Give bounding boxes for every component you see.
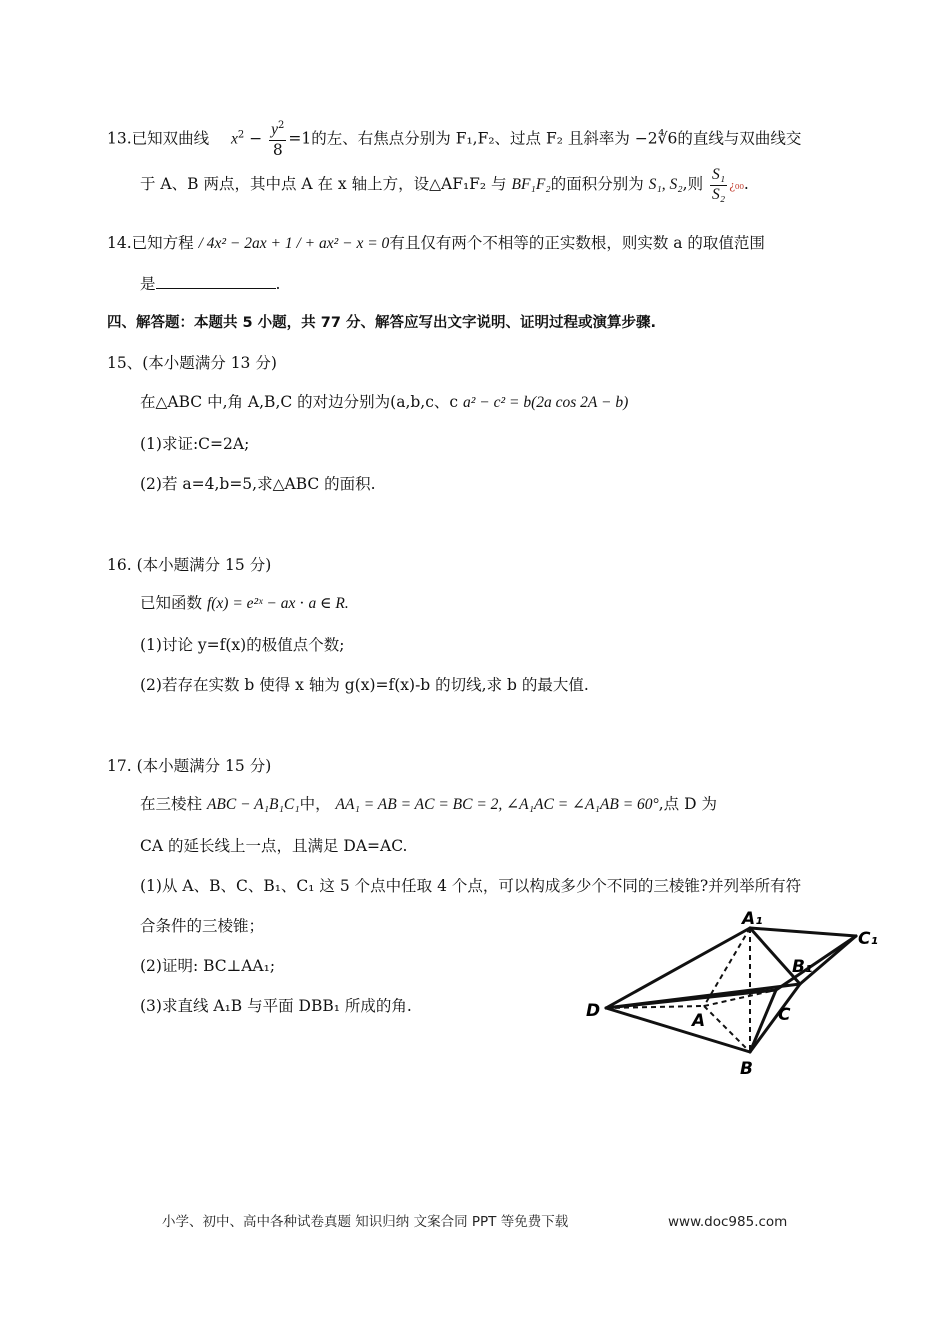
label-C1: C₁ bbox=[858, 929, 878, 949]
q14-line2-end: . bbox=[275, 275, 281, 293]
q17-stem-a: 在三棱柱 bbox=[140, 795, 207, 813]
q17-part1: (1)从 A、B、C、B₁、C₁ 这 5 个点中任取 4 个点，可以构成多少个不同的三棱锥?并列举所有符 bbox=[140, 877, 802, 895]
q13-tail: ¿₀₀ bbox=[729, 179, 744, 193]
q13-slope: −2∜6 bbox=[634, 129, 678, 148]
q17-label: 17. (本小题满分 15 分) bbox=[107, 757, 272, 775]
q13-text1: 的左、右焦点分别为 F₁,F₂、过点 F₂ 且斜率为 bbox=[311, 129, 635, 148]
q13-ratio-frac: $\frac{\text{S₁}}{\text{S₂}}$ bbox=[712, 166, 726, 203]
label-A1: A₁ bbox=[742, 910, 763, 929]
q15-stem-text: 在△ABC 中,角 A,B,C 的对边分别为(a,b,c、c bbox=[140, 393, 464, 411]
q13-line2b: 的面积分别为 bbox=[550, 175, 649, 194]
q17-part2: (2)证明: BC⊥AA₁; bbox=[140, 957, 276, 975]
section-heading: 四、解答题：本题共 5 小题，共 77 分、解答应写出文字说明、证明过程或演算步骤. bbox=[107, 315, 656, 331]
q16-stem bbox=[140, 594, 349, 614]
q16-stem-text: 已知函数 bbox=[140, 594, 207, 612]
q13-end: . bbox=[743, 175, 749, 194]
q13-eq-frac: $\frac{y^2}{8}$ bbox=[271, 120, 285, 159]
q13-eq-minus: − bbox=[244, 129, 268, 148]
label-A: A bbox=[692, 1011, 706, 1031]
q17-part1b: 合条件的三棱锥； bbox=[140, 917, 265, 935]
footer-link[interactable]: www.doc985.com bbox=[668, 1214, 788, 1230]
q13-line1: 13.已知双曲线 $x^2$ − $\frac{y^2}{8}$ =1的左、右焦点分别为 F₁,F₂、过点 F₂ 且斜率为 −2∜6的直线与双曲线交 bbox=[107, 120, 802, 159]
q13-s12: S₁, S₂ bbox=[648, 176, 683, 194]
q13-bff: BF₁F₂ bbox=[511, 176, 551, 194]
q13-line2 bbox=[140, 166, 749, 204]
q17-cond: AA₁ = AB = AC = BC = 2, ∠A₁AC = ∠A₁AB = 60° bbox=[335, 796, 659, 813]
q17-stem-b: 中， bbox=[299, 795, 336, 813]
q16-part2: (2)若存在实数 b 使得 x 轴为 g(x)=f(x)-b 的切线,求 b 的最大值. bbox=[140, 676, 589, 694]
label-D: D bbox=[586, 1001, 601, 1021]
q17-line2: CA 的延长线上一点，且满足 DA=AC. bbox=[140, 837, 408, 855]
label-B1: B₁ bbox=[792, 957, 813, 977]
q14-label: 14.已知方程 bbox=[107, 234, 199, 252]
q15-part1: (1)求证:C=2A; bbox=[140, 435, 250, 453]
q17-stem-c: ,点 D 为 bbox=[658, 795, 717, 813]
q13-text2: 的直线与双曲线交 bbox=[677, 129, 802, 148]
q17-prism: ABC − A₁B₁C₁ bbox=[206, 796, 300, 813]
q15-stem bbox=[140, 393, 628, 413]
q16-part1: (1)讨论 y=f(x)的极值点个数; bbox=[140, 636, 345, 654]
q16-label: 16. (本小题满分 15 分) bbox=[107, 556, 272, 574]
prism-figure bbox=[580, 910, 890, 1080]
q13-eq-rest: =1 bbox=[288, 129, 312, 148]
q13-eq-x: x bbox=[231, 130, 238, 148]
label-B: B bbox=[740, 1059, 753, 1079]
q14-line2-label: 是 bbox=[140, 275, 156, 293]
q15-stem-eq: a² − c² = b(2a cos 2A − b) bbox=[463, 394, 629, 411]
label-C: C bbox=[778, 1005, 791, 1025]
q17-stem bbox=[140, 795, 717, 815]
q17-part3: (3)求直线 A₁B 与平面 DBB₁ 所成的角. bbox=[140, 997, 412, 1015]
q14-answer-blank[interactable] bbox=[156, 274, 276, 289]
q16-stem-eq: f(x) = e²ˣ − ax ⋅ a ∈ R. bbox=[206, 595, 349, 612]
q13-label: 13.已知双曲线 bbox=[107, 129, 210, 148]
q13-line2a: 于 A、B 两点，其中点 A 在 x 轴上方，设△AF₁F₂ 与 bbox=[140, 175, 512, 194]
footer-text: 小学、初中、高中各种试卷真题 知识归纳 文案合同 PPT 等免费下载 bbox=[162, 1214, 569, 1230]
q14-line1 bbox=[107, 234, 765, 254]
q13-line2c: ,则 bbox=[682, 175, 709, 194]
q14-eq: / 4x² − 2ax + 1 / + ax² − x = 0 bbox=[198, 235, 390, 252]
q15-label: 15、(本小题满分 13 分) bbox=[107, 354, 277, 372]
q14-line2 bbox=[140, 274, 280, 294]
q15-part2: (2)若 a=4,b=5,求△ABC 的面积. bbox=[140, 475, 376, 493]
q14-text: 有且仅有两个不相等的正实数根，则实数 a 的取值范围 bbox=[389, 234, 765, 252]
